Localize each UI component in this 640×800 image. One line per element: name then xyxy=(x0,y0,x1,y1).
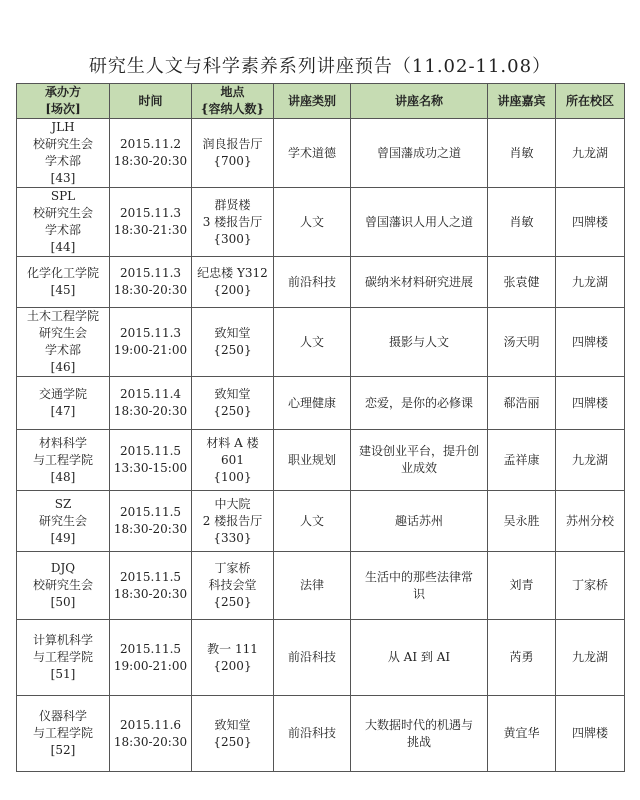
venue-cell: 教一 111 {200} xyxy=(192,620,274,696)
guest-cell: 芮勇 xyxy=(488,620,556,696)
campus-cell: 苏州分校 xyxy=(556,491,625,552)
host-cell: DJQ 校研究生会 [50] xyxy=(17,552,110,620)
venue-cell: 纪忠楼 Y312 {200} xyxy=(192,257,274,308)
guest-cell: 郗浩丽 xyxy=(488,377,556,430)
lecture-name-cell: 大数据时代的机遇与 挑战 xyxy=(351,696,488,772)
column-header-name: 讲座名称 xyxy=(351,84,488,119)
campus-cell: 四牌楼 xyxy=(556,696,625,772)
venue-cell: 中大院 2 楼报告厅 {330} xyxy=(192,491,274,552)
host-cell: 仪器科学 与工程学院 [52] xyxy=(17,696,110,772)
venue-cell: 致知堂 {250} xyxy=(192,377,274,430)
lecture-name-cell: 建设创业平台，提升创 业成效 xyxy=(351,430,488,491)
host-cell: SPL 校研究生会 学术部 [44] xyxy=(17,188,110,257)
venue-cell: 致知堂 {250} xyxy=(192,696,274,772)
category-cell: 人文 xyxy=(274,188,351,257)
time-cell: 2015.11.5 13:30-15:00 xyxy=(110,430,192,491)
table-row xyxy=(17,696,625,772)
time-cell: 2015.11.5 18:30-20:30 xyxy=(110,552,192,620)
guest-cell: 张袁健 xyxy=(488,257,556,308)
table-row xyxy=(17,119,625,188)
category-cell: 前沿科技 xyxy=(274,696,351,772)
lecture-name-cell: 曾国藩成功之道 xyxy=(351,119,488,188)
host-cell: 计算机科学 与工程学院 [51] xyxy=(17,620,110,696)
campus-cell: 九龙湖 xyxy=(556,430,625,491)
column-header-time: 时间 xyxy=(110,84,192,119)
venue-cell: 润良报告厅 {700} xyxy=(192,119,274,188)
lecture-name-cell: 从 AI 到 AI xyxy=(351,620,488,696)
column-header-host: 承办方 [场次] xyxy=(17,84,110,119)
lecture-name-cell: 碳纳米材料研究进展 xyxy=(351,257,488,308)
time-cell: 2015.11.3 18:30-21:30 xyxy=(110,188,192,257)
campus-cell: 四牌楼 xyxy=(556,188,625,257)
table-row xyxy=(17,552,625,620)
category-cell: 学术道德 xyxy=(274,119,351,188)
venue-cell: 丁家桥 科技会堂 {250} xyxy=(192,552,274,620)
time-cell: 2015.11.6 18:30-20:30 xyxy=(110,696,192,772)
guest-cell: 肖敏 xyxy=(488,119,556,188)
column-header-campus: 所在校区 xyxy=(556,84,625,119)
campus-cell: 丁家桥 xyxy=(556,552,625,620)
guest-cell: 刘青 xyxy=(488,552,556,620)
host-cell: JLH 校研究生会 学术部 [43] xyxy=(17,119,110,188)
lecture-name-cell: 恋爱，是你的必修课 xyxy=(351,377,488,430)
time-cell: 2015.11.3 19:00-21:00 xyxy=(110,308,192,377)
host-cell: 化学化工学院 [45] xyxy=(17,257,110,308)
campus-cell: 九龙湖 xyxy=(556,119,625,188)
table-row xyxy=(17,257,625,308)
table-row xyxy=(17,430,625,491)
category-cell: 职业规划 xyxy=(274,430,351,491)
host-cell: 土木工程学院 研究生会 学术部 [46] xyxy=(17,308,110,377)
time-cell: 2015.11.5 18:30-20:30 xyxy=(110,491,192,552)
campus-cell: 四牌楼 xyxy=(556,377,625,430)
lecture-name-cell: 曾国藩识人用人之道 xyxy=(351,188,488,257)
category-cell: 人文 xyxy=(274,491,351,552)
page-title: 研究生人文与科学素养系列讲座预告（11.02-11.08） xyxy=(88,56,552,77)
time-cell: 2015.11.3 18:30-20:30 xyxy=(110,257,192,308)
host-cell: SZ 研究生会 [49] xyxy=(17,491,110,552)
category-cell: 前沿科技 xyxy=(274,257,351,308)
category-cell: 前沿科技 xyxy=(274,620,351,696)
table-row xyxy=(17,491,625,552)
table-row xyxy=(17,377,625,430)
guest-cell: 黄宜华 xyxy=(488,696,556,772)
time-cell: 2015.11.5 19:00-21:00 xyxy=(110,620,192,696)
header-row xyxy=(17,84,625,119)
host-cell: 交通学院 [47] xyxy=(17,377,110,430)
host-cell: 材料科学 与工程学院 [48] xyxy=(17,430,110,491)
lecture-name-cell: 摄影与人文 xyxy=(351,308,488,377)
table-row xyxy=(17,308,625,377)
guest-cell: 孟祥康 xyxy=(488,430,556,491)
guest-cell: 汤天明 xyxy=(488,308,556,377)
column-header-category: 讲座类别 xyxy=(274,84,351,119)
campus-cell: 四牌楼 xyxy=(556,308,625,377)
campus-cell: 九龙湖 xyxy=(556,257,625,308)
column-header-guest: 讲座嘉宾 xyxy=(488,84,556,119)
table-row xyxy=(17,620,625,696)
guest-cell: 肖敏 xyxy=(488,188,556,257)
time-cell: 2015.11.2 18:30-20:30 xyxy=(110,119,192,188)
category-cell: 法律 xyxy=(274,552,351,620)
venue-cell: 致知堂 {250} xyxy=(192,308,274,377)
lecture-name-cell: 趣话苏州 xyxy=(351,491,488,552)
venue-cell: 材料 A 楼 601 {100} xyxy=(192,430,274,491)
campus-cell: 九龙湖 xyxy=(556,620,625,696)
lecture-schedule-table xyxy=(16,83,625,772)
table-row xyxy=(17,188,625,257)
lecture-name-cell: 生活中的那些法律常 识 xyxy=(351,552,488,620)
time-cell: 2015.11.4 18:30-20:30 xyxy=(110,377,192,430)
category-cell: 人文 xyxy=(274,308,351,377)
guest-cell: 吴永胜 xyxy=(488,491,556,552)
category-cell: 心理健康 xyxy=(274,377,351,430)
column-header-venue: 地点 {容纳人数} xyxy=(192,84,274,119)
venue-cell: 群贤楼 3 楼报告厅 {300} xyxy=(192,188,274,257)
